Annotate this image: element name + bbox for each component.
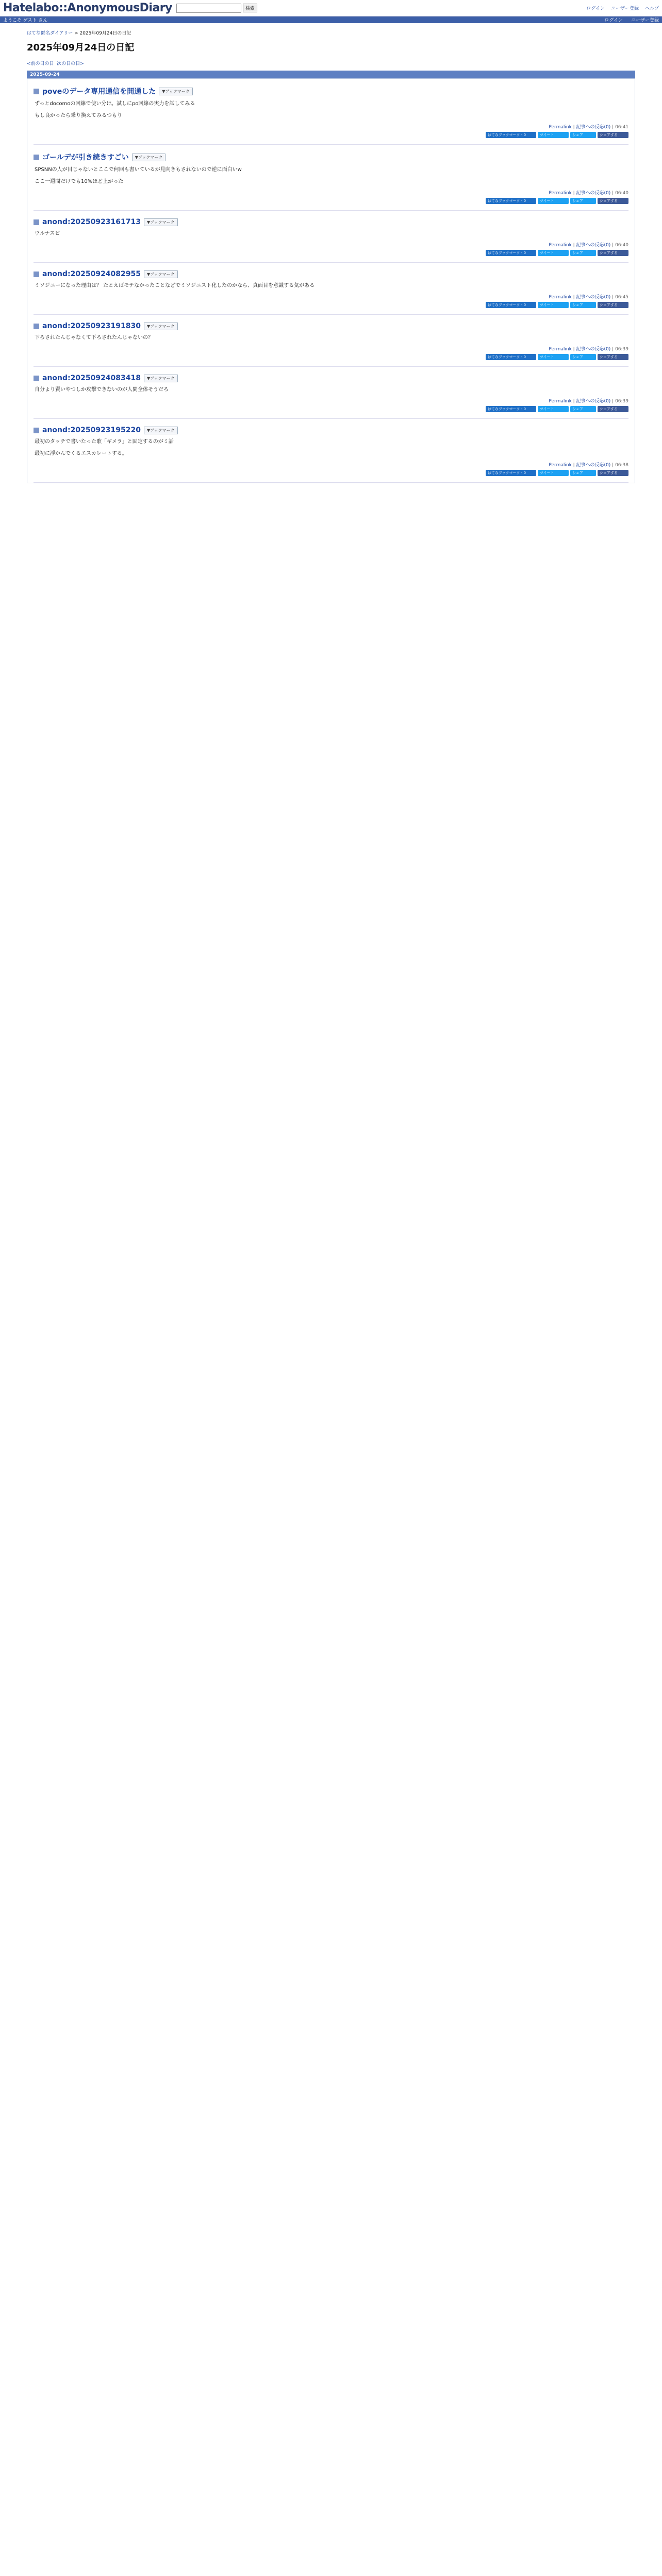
page-title: 2025年09月24日の日記	[27, 42, 135, 53]
day-body	[27, 78, 635, 483]
entry-marker-icon	[34, 219, 39, 225]
tweet-button[interactable]: ツイート	[538, 406, 569, 412]
permalink-link[interactable]: Permalink	[549, 295, 572, 300]
entry-body	[35, 99, 628, 120]
permalink-link[interactable]: Permalink	[549, 191, 572, 196]
login-link[interactable]: ログイン	[586, 6, 605, 11]
top-links	[586, 5, 659, 11]
hatebu-button[interactable]: はてなブックマーク - 0	[486, 470, 536, 476]
tweet-button[interactable]: ツイート	[538, 470, 569, 476]
bookmark-button[interactable]: ▼ブックマーク	[144, 323, 178, 330]
entry-body	[35, 281, 628, 290]
permalink-link[interactable]: Permalink	[549, 463, 572, 468]
bookmark-button[interactable]: ▼ブックマーク	[144, 270, 178, 278]
entry-separator	[34, 482, 628, 483]
trackback-link[interactable]: 記事への反応(0)	[576, 243, 611, 248]
tweet-button[interactable]: ツイート	[538, 302, 569, 308]
entry-title-row	[34, 152, 628, 162]
share-buttons	[34, 302, 628, 308]
day-header: 2025-09-24	[27, 71, 635, 78]
facebook-button[interactable]: シェアする	[598, 302, 628, 308]
post-button[interactable]: シェア	[570, 302, 596, 308]
hatebu-button[interactable]: はてなブックマーク - 0	[486, 406, 536, 412]
share-buttons	[34, 198, 628, 204]
entry-paragraph: もし良かったら乗り換えてみるつもり	[35, 113, 122, 118]
entry-body	[35, 333, 628, 342]
trackback-link[interactable]: 記事への反応(0)	[576, 191, 611, 196]
entry-title[interactable]: anond:20250924083418	[42, 374, 141, 382]
entry-title-row	[34, 218, 628, 226]
sub-login-link[interactable]: ログイン	[604, 18, 623, 23]
search-input[interactable]	[176, 4, 241, 13]
facebook-button[interactable]: シェアする	[598, 250, 628, 256]
top-bar	[0, 0, 662, 16]
bookmark-button[interactable]: ▼ブックマーク	[159, 88, 193, 95]
permalink-link[interactable]: Permalink	[549, 125, 572, 130]
share-buttons	[34, 250, 628, 256]
entry-title[interactable]: ゴールデが引き続きすごい	[42, 154, 129, 162]
search-button[interactable]: 検索	[243, 4, 257, 12]
entry-paragraph: ここ一週間だけでも10%ほど上がった	[35, 179, 124, 184]
facebook-button[interactable]: シェアする	[598, 198, 628, 204]
entry-time: 06:40	[615, 191, 628, 196]
entry-marker-icon	[34, 272, 39, 277]
entry-time: 06:40	[615, 243, 628, 248]
entry-body	[35, 385, 628, 394]
post-button[interactable]: シェア	[570, 250, 596, 256]
permalink-link[interactable]: Permalink	[549, 347, 572, 352]
trackback-link[interactable]: 記事への反応(0)	[576, 125, 611, 130]
entry-title[interactable]: anond:20250924082955	[42, 270, 141, 278]
help-link[interactable]: ヘルプ	[644, 6, 659, 11]
entry-title[interactable]: anond:20250923195220	[42, 426, 141, 434]
trackback-link[interactable]: 記事への反応(0)	[576, 463, 611, 468]
entry-title[interactable]: poveのデータ専用通信を開通した	[42, 88, 156, 96]
facebook-button[interactable]: シェアする	[598, 406, 628, 412]
post-button[interactable]: シェア	[570, 354, 596, 360]
register-link[interactable]: ユーザー登録	[610, 6, 639, 11]
entry-marker-icon	[34, 376, 39, 381]
bookmark-button[interactable]: ▼ブックマーク	[144, 375, 178, 382]
share-buttons	[34, 470, 628, 476]
day-pager	[27, 60, 635, 66]
entry-title-row	[34, 426, 628, 434]
entry-paragraph: ミソジニーになった理由は？ たとえばモテなかったことなどでミソジニスト化したのかなら、真面目を意識する気がある	[35, 283, 315, 289]
next-day-link[interactable]: 次の日の日>	[57, 61, 84, 66]
share-buttons	[34, 406, 628, 412]
prev-day-link[interactable]: <前の日の日	[27, 61, 54, 66]
tweet-button[interactable]: ツイート	[538, 354, 569, 360]
entry-meta: Permalink | 記事への反応(0) | 06:41	[549, 125, 628, 130]
tweet-button[interactable]: ツイート	[538, 250, 569, 256]
post-button[interactable]: シェア	[570, 132, 596, 138]
entry-time: 06:45	[615, 295, 628, 300]
entry-meta: Permalink | 記事への反応(0) | 06:45	[549, 295, 628, 300]
post-button[interactable]: シェア	[570, 470, 596, 476]
entry-paragraph: ずっとdocomoの回線で使い分け。試しにpo回線の実力を試してみる	[35, 101, 195, 107]
entry-time: 06:41	[615, 125, 628, 130]
entry	[34, 211, 628, 263]
bookmark-button[interactable]: ▼ブックマーク	[144, 427, 178, 434]
tweet-button[interactable]: ツイート	[538, 132, 569, 138]
entry-title-row	[34, 270, 628, 278]
entry-time: 06:38	[615, 463, 628, 468]
entry	[34, 367, 628, 419]
entry-paragraph: 最初のタッチで書いたった歌「ギメラ」と固定するのがミ話	[35, 439, 174, 445]
post-button[interactable]: シェア	[570, 198, 596, 204]
site-logo[interactable]: Hatelabo::AnonymousDiary	[3, 2, 172, 14]
entry-title-row	[34, 322, 628, 330]
permalink-link[interactable]: Permalink	[549, 399, 572, 404]
breadcrumb: はてな匿名ダイアリー > 2025年09月24日の日記	[27, 31, 131, 36]
trackback-link[interactable]: 記事への反応(0)	[576, 399, 611, 404]
entry-paragraph: 自分より賢いやつしか攻撃できないのが人間全体そうだろ	[35, 387, 169, 393]
tweet-button[interactable]: ツイート	[538, 198, 569, 204]
entry-title-row	[34, 374, 628, 382]
entry-body	[35, 229, 628, 238]
entry-meta: Permalink | 記事への反応(0) | 06:40	[549, 191, 628, 196]
main-content	[23, 23, 639, 483]
hatebu-button[interactable]: はてなブックマーク - 0	[486, 250, 536, 256]
entry-marker-icon	[34, 89, 39, 94]
entry-paragraph: 最初に浮かんでくるエスカレートする。	[35, 451, 127, 456]
entry-body	[35, 437, 628, 458]
post-button[interactable]: シェア	[570, 406, 596, 412]
breadcrumb-date: 2025年09月24日の日記	[79, 31, 131, 36]
hatebu-button[interactable]: はてなブックマーク - 0	[486, 132, 536, 138]
entry-title[interactable]: anond:20250923191830	[42, 322, 141, 330]
bookmark-button[interactable]: ▼ブックマーク	[132, 154, 166, 161]
entry-time: 06:39	[615, 399, 628, 404]
entry-body	[35, 165, 628, 186]
breadcrumb-site[interactable]: はてな匿名ダイアリー	[27, 31, 73, 36]
entry	[34, 315, 628, 367]
facebook-button[interactable]: シェアする	[598, 354, 628, 360]
hatebu-button[interactable]: はてなブックマーク - 0	[486, 302, 536, 308]
entry	[34, 263, 628, 315]
entry	[34, 419, 628, 483]
sub-bar	[0, 16, 662, 23]
entry-paragraph: SPSNNの人が目じゃないとここで何回も書いているが見向きもされないので逆に面白いw	[35, 167, 242, 173]
trackback-link[interactable]: 記事への反応(0)	[576, 295, 611, 300]
entry-title[interactable]: anond:20250923161713	[42, 218, 141, 226]
entry	[34, 145, 628, 211]
bookmark-button[interactable]: ▼ブックマーク	[144, 218, 178, 226]
entry-marker-icon	[34, 428, 39, 433]
hatebu-button[interactable]: はてなブックマーク - 0	[486, 354, 536, 360]
entry-title-row	[34, 86, 628, 96]
entry-meta: Permalink | 記事への反応(0) | 06:39	[549, 347, 628, 352]
sub-register-link[interactable]: ユーザー登録	[631, 18, 659, 23]
hatebu-button[interactable]: はてなブックマーク - 0	[486, 198, 536, 204]
entry	[34, 79, 628, 145]
share-buttons	[34, 354, 628, 360]
entry-time: 06:39	[615, 347, 628, 352]
facebook-button[interactable]: シェアする	[598, 470, 628, 476]
entry-meta: Permalink | 記事への反応(0) | 06:40	[549, 243, 628, 248]
facebook-button[interactable]: シェアする	[598, 132, 628, 138]
entry-marker-icon	[34, 324, 39, 329]
trackback-link[interactable]: 記事への反応(0)	[576, 347, 611, 352]
welcome-text: ようこそ ゲスト さん	[3, 18, 48, 23]
permalink-link[interactable]: Permalink	[549, 243, 572, 248]
entry-meta: Permalink | 記事への反応(0) | 06:38	[549, 463, 628, 468]
share-buttons	[34, 132, 628, 138]
entry-paragraph: ウルナスビ	[35, 231, 60, 236]
entry-meta: Permalink | 記事への反応(0) | 06:39	[549, 399, 628, 404]
entry-marker-icon	[34, 155, 39, 160]
entry-paragraph: 下ろされたんじゃなくて下ろされたんじゃないの？	[35, 335, 153, 341]
